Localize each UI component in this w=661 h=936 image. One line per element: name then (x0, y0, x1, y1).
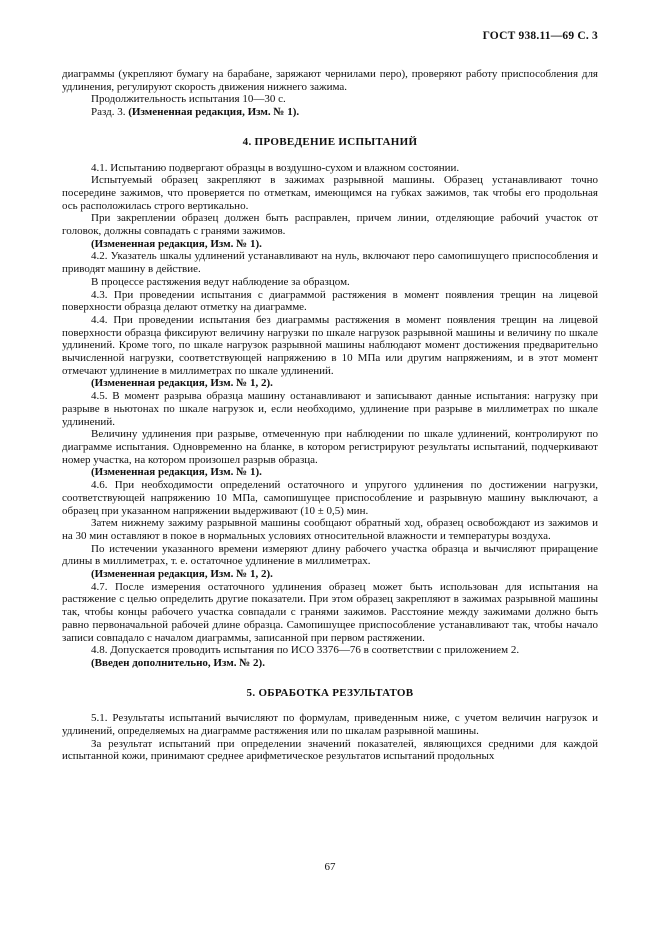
clause: 4.8. Допускается проводить испытания по ИСО 3376—76 в соответствии с приложением 2. (91, 644, 520, 657)
clause: За результат испытаний при определении значений показателей, являющихся средними для каждой испытанной кожи, принимают среднее арифметическое результатов испытаний продольных (62, 737, 598, 763)
amendment-note: (Измененная редакция, Изм. № 1). (91, 466, 262, 479)
section-ref: Разд. 3. (91, 106, 126, 119)
clause: При закреплении образец должен быть расправлен, причем линии, отделяющие рабочий участок от головок, должны совпадать с гранями зажимов. (62, 212, 598, 238)
clause: В процессе растяжения ведут наблюдение за образцом. (91, 275, 350, 288)
clause: 4.5. В момент разрыва образца машину останавливают и записывают данные испытания: нагрузку при разрыве в ньютонах по шкале нагрузок и, если необходимо, удлинение при разрыве в миллиметрах по шкале удлинений. (62, 390, 598, 428)
clause: Величину удлинения при разрыве, отмеченную при наблюдении по шкале удлинений, контролируют по диаграмме испытания. Одновременно на бланке, в котором регистрируют результаты испытаний, подчеркивают номер участка, на котором произошел разрыв образца. (62, 428, 598, 466)
clause: По истечении указанного времени измеряют длину рабочего участка образца и вычисляют приращение длины в миллиметрах, т. е. остаточное удлинение в миллиметрах. (62, 542, 598, 568)
section-4-heading: 4. ПРОВЕДЕНИЕ ИСПЫТАНИЙ (242, 135, 418, 148)
clause: 4.6. При необходимости определений остаточного и упругого удлинения по достижении нагрузки, соответствующей напряжению 10 МПа, самопишущее приспособление и разрывную машину выключают, а образец при указанном напряжении выдерживают (10 ± 0,5) мин. (62, 479, 598, 517)
section-5-heading: 5. ОБРАБОТКА РЕЗУЛЬТАТОВ (246, 686, 414, 699)
paragraph: Продолжительность испытания 10—30 с. (91, 93, 286, 106)
body-text (62, 68, 598, 763)
clause: 4.3. При проведении испытания с диаграммой растяжения в момент появления трещин на лицевой поверхности образца делают отметку на диаграмме. (62, 288, 598, 314)
clause: Испытуемый образец закрепляют в зажимах разрывной машины. Образец устанавливают точно посередине зажимов, что проверяется по отметкам, имеющимся на губках зажимов, так чтобы его продольная ось расположилась строго вертикально. (62, 174, 598, 212)
amendment-note: (Измененная редакция, Изм. № 1). (91, 237, 262, 250)
clause: 4.1. Испытанию подвергают образцы в воздушно-сухом и влажном состоянии. (91, 161, 460, 174)
clause: 4.2. Указатель шкалы удлинений устанавливают на нуль, включают перо самопишущего приспособления и приводят машину в действие. (62, 250, 598, 276)
clause: 5.1. Результаты испытаний вычисляют по формулам, приведенным ниже, с учетом величин нагрузок и удлинений, определяемых на диаграмме растяжения или по шкалам разрывной машины. (62, 712, 598, 738)
amendment-note: (Измененная редакция, Изм. № 1, 2). (91, 377, 273, 390)
running-header: ГОСТ 938.11—69 С. 3 (482, 30, 598, 42)
amendment-note: (Введен дополнительно, Изм. № 2). (91, 656, 265, 669)
paragraph: диаграммы (укрепляют бумагу на барабане, заряжают чернилами перо), проверяют работу приспособления для удлинения, регулируют скорость движения нижнего зажима. (62, 68, 598, 93)
amendment-note: (Измененная редакция, Изм. № 1, 2). (91, 568, 273, 581)
amendment-note: (Измененная редакция, Изм. № 1). (128, 106, 300, 119)
clause: 4.4. При проведении испытания без диаграммы растяжения в момент появления трещин на лицевой поверхности образца фиксируют величину нагрузки по шкале нагрузок разрывной машины и величину по шкале удлинений. Кроме того, по шкале нагрузок разрывной машины наблюдают момент достижения предварительно вычисленной нагрузки, соответствующей напряжению в 10 МПа или другим напряжениям, и в этот момент отмечают удлинение в миллиметрах по шкале удлинений. (62, 313, 598, 377)
page-number: 67 (324, 861, 336, 873)
clause: 4.7. После измерения остаточного удлинения образец может быть использован для испытания на растяжение с целью определить другие показатели. При этом образец закрепляют в зажимах разрывной машины так, чтобы концы рабочего участка совпадали с гранями зажимов. Расстояние между зажимами должно быть равно первоначальной рабочей длине образца. Самопишущее приспособление устанавливают так, чтобы начало записи совпадало с началом диаграммы, записанной при первом растяжении. (62, 580, 598, 644)
clause: Затем нижнему зажиму разрывной машины сообщают обратный ход, образец освобождают из зажимов и на 30 мин оставляют в покое в нормальных условиях относительной влажности и температуры воздуха. (62, 517, 598, 542)
amendment-line (62, 106, 598, 119)
